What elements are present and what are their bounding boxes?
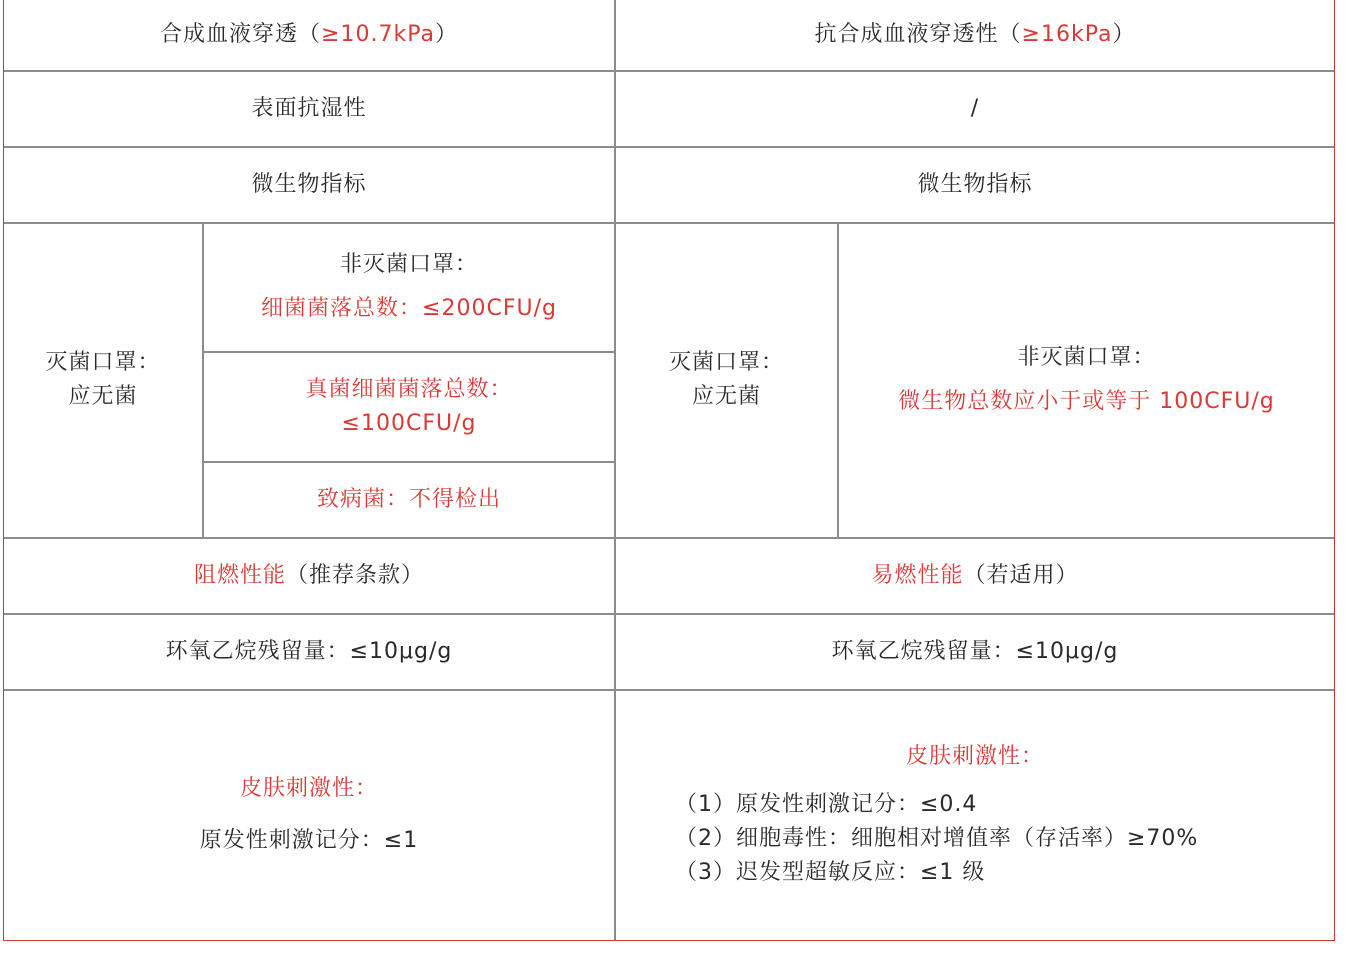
- moisture-left-text: 表面抗湿性: [251, 95, 367, 121]
- right-sterile-line2: 应无菌: [691, 384, 761, 409]
- left-sterile-line2: 应无菌: [68, 384, 138, 409]
- cell-moisture-right: [616, 71, 1334, 146]
- cell-micro-header-right: [616, 147, 1334, 222]
- left-fungi-line2: ≤100CFU/g: [341, 410, 477, 436]
- left-sterile-line1: 灭菌口罩：: [45, 350, 161, 375]
- flame-right-text: [871, 559, 1078, 593]
- cell-micro-right-nonsterile: [839, 223, 1334, 537]
- right-sterile-line1: 灭菌口罩：: [668, 350, 784, 375]
- micro-header-left-text: 微生物指标: [251, 171, 367, 197]
- right-microbe-total: 微生物总数应小于或等于 100CFU/g: [898, 389, 1275, 414]
- blood-left-prefix: 合成血液穿透（: [160, 22, 322, 47]
- flame-left-text: [194, 559, 424, 593]
- skin-right-item-2: （2）细胞毒性：细胞相对增值率（存活率）≥70%: [675, 826, 1199, 851]
- blood-left-text: [160, 18, 458, 52]
- flame-left-dark: （推荐条款）: [286, 562, 425, 588]
- skin-right-list: [675, 788, 1275, 890]
- skin-right-item-1: （1）原发性刺激记分：≤0.4: [675, 792, 978, 817]
- cell-blood-right: [616, 0, 1334, 70]
- cell-skin-left: [4, 690, 614, 940]
- cell-flame-right: [616, 538, 1334, 613]
- blood-right-value: ≥16kPa: [1021, 22, 1113, 47]
- cell-micro-left-pathogen: [204, 462, 614, 537]
- cell-blood-left: [4, 0, 614, 70]
- cell-micro-left-bacteria: [204, 223, 614, 351]
- left-bacteria-limit: 细菌菌落总数：≤200CFU/g: [261, 296, 557, 321]
- right-nonsterile-title: 非灭菌口罩：: [1017, 345, 1156, 370]
- eo-left-text: 环氧乙烷残留量：≤10μg/g: [165, 638, 453, 664]
- micro-header-right-text: 微生物指标: [917, 171, 1033, 197]
- cell-flame-left: [4, 538, 614, 613]
- left-fungi-line1: 真菌细菌菌落总数：: [305, 376, 513, 402]
- flame-left-red: 阻燃性能: [193, 562, 286, 588]
- skin-right-item-3: （3）迟发型超敏反应：≤1 级: [675, 860, 986, 885]
- flame-right-red: 易燃性能: [871, 562, 964, 588]
- moisture-right-text: /: [970, 95, 980, 121]
- cell-eo-right: [616, 614, 1334, 689]
- cell-micro-left-fungi: [204, 352, 614, 461]
- cell-micro-right-sterile: [616, 223, 837, 537]
- blood-left-suffix: ）: [434, 22, 458, 47]
- blood-right-text: [815, 18, 1136, 52]
- left-pathogen-text: 致病菌：不得检出: [316, 486, 501, 512]
- cell-eo-left: [4, 614, 614, 689]
- blood-right-prefix: 抗合成血液穿透性（: [814, 22, 1022, 47]
- cell-skin-right: [616, 690, 1334, 940]
- skin-right-title: 皮肤刺激性：: [905, 744, 1044, 769]
- cell-micro-left-sterile: [4, 223, 202, 537]
- skin-left-item: 原发性刺激记分：≤1: [199, 828, 419, 853]
- flame-right-dark: （若适用）: [963, 562, 1079, 588]
- skin-left-title: 皮肤刺激性：: [239, 776, 378, 801]
- eo-right-text: 环氧乙烷残留量：≤10μg/g: [831, 638, 1119, 664]
- blood-right-suffix: ）: [1112, 22, 1136, 47]
- cell-micro-header-left: [4, 147, 614, 222]
- blood-left-value: ≥10.7kPa: [321, 22, 435, 47]
- cell-moisture-left: [4, 71, 614, 146]
- left-nonsterile-title: 非灭菌口罩：: [339, 252, 478, 277]
